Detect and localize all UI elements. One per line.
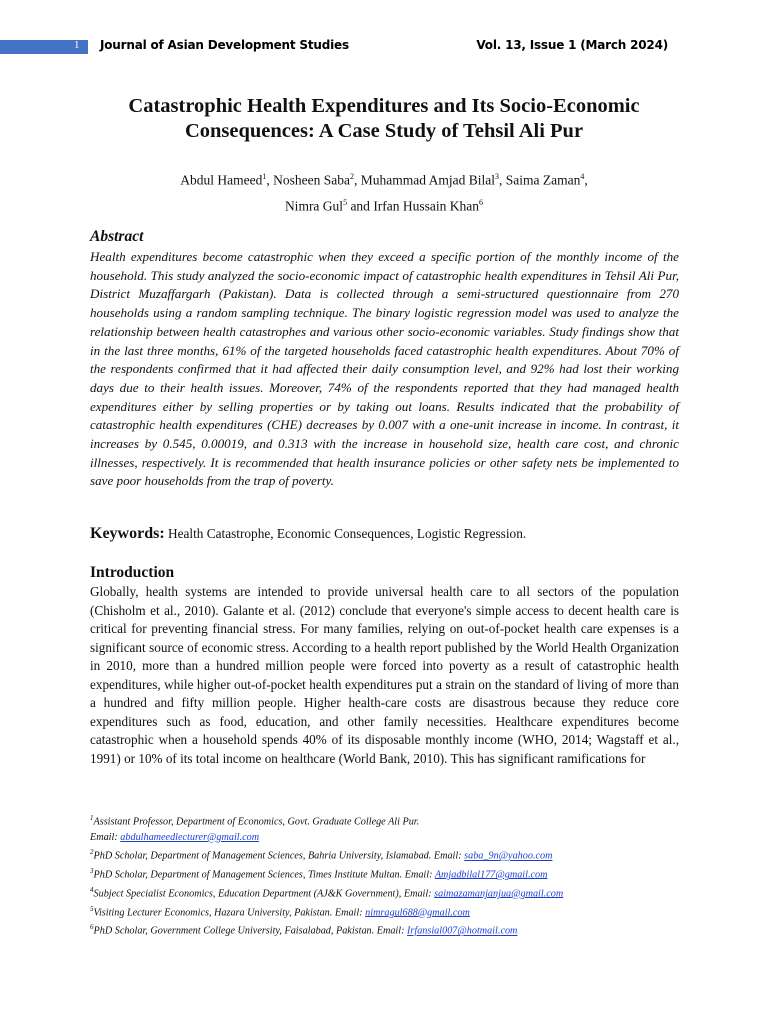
- author-affiliation-mark: 2: [349, 172, 354, 181]
- running-header: [0, 36, 768, 58]
- footnote-2: [90, 845, 690, 864]
- email-link[interactable]: abdulhameedlecturer@gmail.com: [120, 831, 260, 843]
- footnote-mark: 4: [90, 885, 94, 894]
- email-link[interactable]: nimragul688@gmail.com: [365, 906, 470, 918]
- author-name: Nimra Gul: [284, 198, 344, 213]
- introduction-text: Globally, health systems are intended to provide universal health care to all sectors of the population (Chisholm et al., 2010). Galante et al. (2012) conclude that everyone's simple access to decent health care is critical for preventing financial stress. For many families, relying on out-of-pocket health care expenses is a significant source of economic stress. According to a health report published by the World Health Organization in 2010, more than a hundred million people were forced into poverty as a result of catastrophic health expenditures, while higher out-of-pocket health expenditures put a strain on the standard of living of more than a hundred and fifty million people. Higher health-care costs are disastrous because they reduce core expenditures such as food, education, and other family necessities. Healthcare expenditures become catastrophic when a household spends 40% of its disposable monthly income (WHO, 2014; Wagstaff et al., 1991) or 10% of its total income on healthcare (World Bank, 2010). This has significant ramifications for: [90, 584, 679, 766]
- keywords: [90, 524, 679, 544]
- author-name: Muhammad Amjad Bilal: [360, 172, 495, 188]
- author-name: Irfan Hussain Khan: [373, 198, 480, 213]
- author-separator: ,: [584, 172, 588, 188]
- author-affiliation-mark: 6: [479, 197, 484, 207]
- email-link[interactable]: Amjadbilal177@gmail.com: [434, 869, 548, 881]
- footnote-text: PhD Scholar, Department of Management Sciences, Bahria University, Islamabad.: [93, 850, 434, 862]
- footnote-3: [90, 864, 690, 883]
- footnote-email-label: Email:: [90, 831, 121, 843]
- keywords-text: Health Catastrophe, Economic Consequences, Logistic Regression.: [164, 526, 527, 541]
- footnote-text: PhD Scholar, Government College University, Faisalabad, Pakistan.: [93, 925, 377, 937]
- footnotes: [90, 811, 690, 939]
- author-affiliation-mark: 3: [494, 172, 499, 181]
- title-line-2: Consequences: A Case Study of Tehsil Ali Pur: [184, 120, 584, 142]
- email-link[interactable]: saba_9n@yahoo.com: [464, 850, 553, 862]
- author-line-1: [90, 166, 678, 192]
- footnote-6: [90, 920, 690, 939]
- footnote-mark: 1: [90, 814, 94, 822]
- footnote-mark: 2: [90, 848, 94, 857]
- footnote-mark: 6: [90, 923, 94, 932]
- footnote-email-label: Email:: [334, 906, 366, 918]
- paper-title: [90, 94, 678, 144]
- email-link[interactable]: Irfansial007@hotmail.com: [407, 925, 518, 937]
- footnote-text: Visiting Lecturer Economics, Hazara University, Pakistan.: [93, 906, 335, 918]
- author-name: Abdul Hameed: [180, 172, 263, 188]
- footnote-4: [90, 883, 690, 902]
- footnote-mark: 5: [90, 904, 94, 913]
- footnote-1: [90, 811, 690, 830]
- introduction-heading: Introduction: [90, 564, 175, 581]
- page-number: 1: [74, 39, 80, 51]
- issue-info: Vol. 13, Issue 1 (March 2024): [476, 38, 668, 52]
- author-list: [90, 166, 678, 217]
- footnote-email-label: Email:: [403, 888, 435, 900]
- footnote-email-label: Email:: [376, 925, 408, 937]
- title-line-1: Catastrophic Health Expenditures and Its Socio-Economic: [128, 95, 640, 117]
- footnote-5: [90, 902, 690, 921]
- footnote-text: Assistant Professor, Department of Economics, Govt. Graduate College Ali Pur.: [93, 816, 420, 828]
- abstract-text: Health expenditures become catastrophic when they exceed a specific portion of the monthly income of the household. This study analyzed the socio-economic impact of catastrophic health expenditures in Tehsil Ali Pur, District Muzaffargarh (Pakistan). Data is collected through a semi-structured questionnaire from 270 households using a random sampling technique. The binary logistic regression model was used to analyze the relationship between health catastrophes and various other socio-economic variables. Study findings show that in the last three months, 61% of the targeted households faced catastrophic health expenditures. About 70% of the respondents confirmed that it had affected their daily consumption level, and 92% had lost their working days due to their health issues. Moreover, 74% of the respondents reported that they had managed health expenditures either by selling properties or by taking out loans. Results indicated that the probability of catastrophic health expenditures (CHE) decreases by 0.007 with a one-unit increase in income. In contrast, it increases by 0.545, 0.00019, and 0.313 with the increase in household size, health care cost, and chronic illnesses, respectively. It is recommended that health insurance policies or other safety nets be implemented to save poor households from the trap of poverty.: [90, 249, 679, 489]
- author-affiliation-mark: 5: [343, 197, 348, 207]
- keywords-label: Keywords:: [90, 525, 165, 542]
- author-name: Nosheen Saba: [273, 172, 350, 188]
- footnote-email-label: Email:: [404, 869, 435, 881]
- email-link[interactable]: saimazamanjanjua@gmail.com: [434, 888, 564, 900]
- footnote-text: PhD Scholar, Department of Management Sciences, Times Institute Multan.: [93, 869, 405, 881]
- footnote-text: Subject Specialist Economics, Education Department (AJ&K Government),: [93, 888, 404, 900]
- author-separator: ,: [353, 172, 361, 188]
- journal-name: Journal of Asian Development Studies: [100, 38, 349, 52]
- author-separator: ,: [498, 172, 506, 188]
- footnote-1-email: [90, 830, 690, 845]
- author-line-2: [90, 192, 678, 218]
- abstract-heading: Abstract: [90, 228, 144, 245]
- author-affiliation-mark: 1: [262, 172, 267, 181]
- author-affiliation-mark: 4: [580, 172, 585, 181]
- footnote-mark: 3: [90, 867, 94, 875]
- author-separator: ,: [266, 172, 274, 188]
- footnote-email-label: Email:: [433, 850, 465, 862]
- author-name: Saima Zaman: [505, 172, 581, 188]
- author-separator: and: [347, 198, 374, 213]
